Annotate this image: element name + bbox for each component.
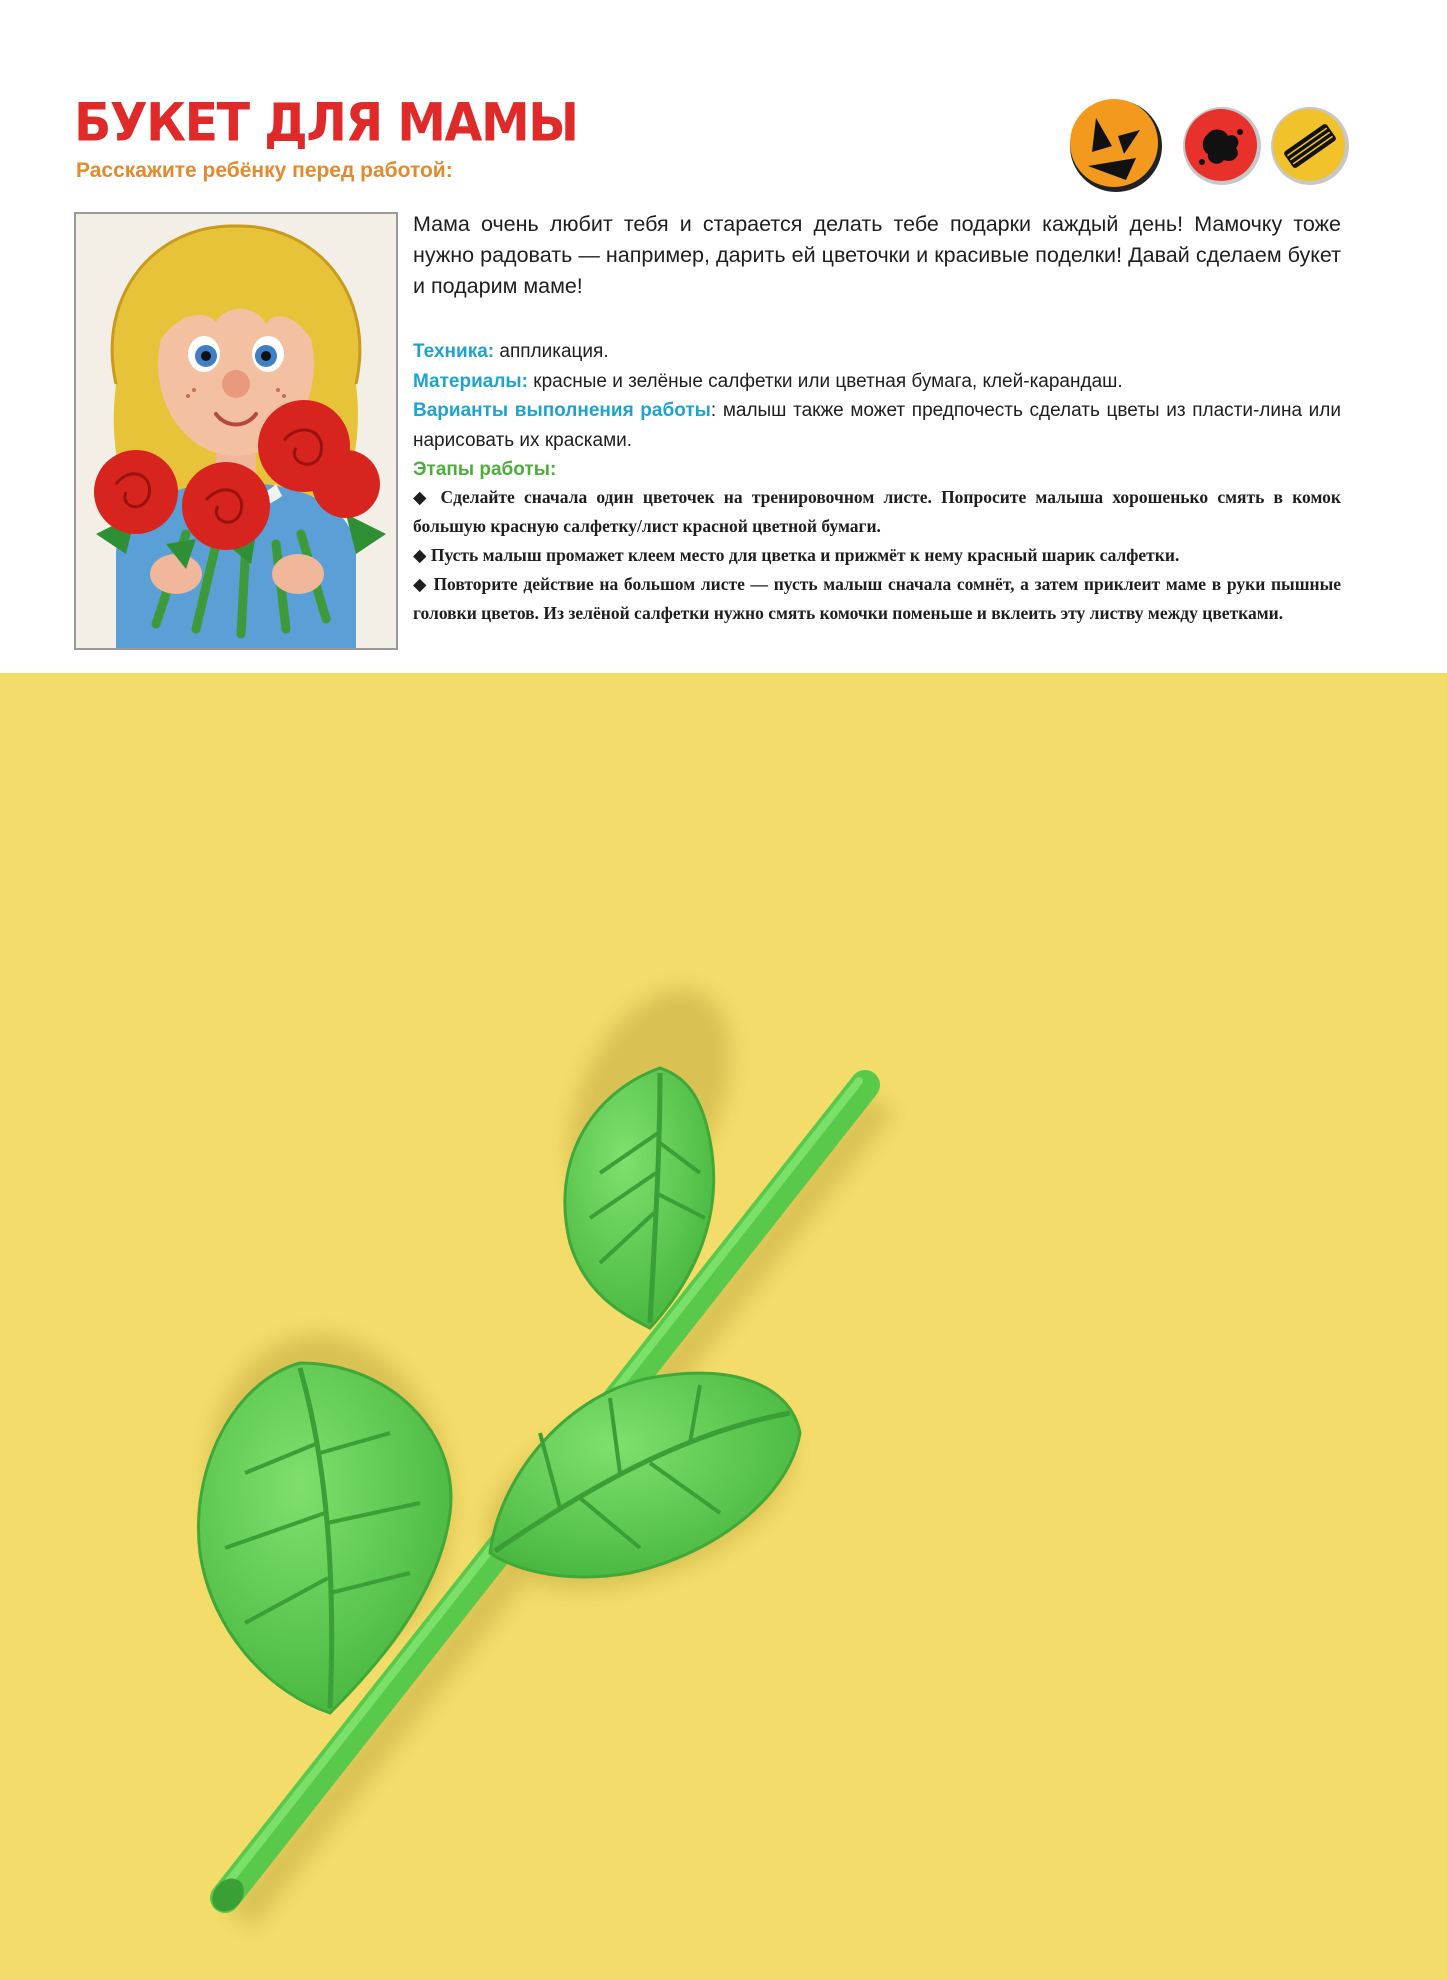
page-subtitle: Расскажите ребёнку перед работой: (76, 159, 453, 182)
applique-icon (1066, 96, 1166, 196)
steps-label: Этапы работы: (413, 459, 557, 480)
craft-example-panel (0, 673, 1447, 1979)
technique-label: Техника: (413, 341, 495, 362)
plasticine-branch-image (0, 673, 1447, 1979)
step-item: ◆ Пусть малыш промажет клеем место для цветка и прижмёт к нему красный шарик салфетки. (413, 545, 1180, 565)
step-item: ◆ Повторите действие на большом листе — пусть малыш сначала сомнёт, а затем приклеит маме в руки пышные головки цветов. Из зелёной салфетки нужно смять комочки поменьше и вклеить эту листву между цветками. (413, 574, 1341, 623)
girl-with-bouquet-image (74, 212, 398, 650)
intro-paragraph: Мама очень любит тебя и старается делать тебе подарки каждый день! Мамочку тоже нужно радовать — например, дарить ей цветочки и красивые поделки! Давай сделаем букет и подарим маме! (413, 212, 1341, 298)
materials-line (413, 367, 1341, 397)
paint-blot-icon (1180, 104, 1264, 188)
technique-icons (1066, 96, 1346, 196)
steps-heading-line (413, 455, 1341, 485)
plasticine-icon (1268, 104, 1352, 188)
step-item: ◆ Сделайте сначала один цветочек на тренировочном листе. Попросите малыша хорошенько смять в комок большую красную салфетку/лист красной цветной бумаги. (413, 487, 1341, 536)
variants-line (413, 396, 1341, 455)
materials-value: красные и зелёные салфетки или цветная бумага, клей-карандаш. (527, 370, 1123, 392)
steps-list (413, 483, 1341, 628)
variants-label: Варианты выполнения работы (413, 400, 711, 421)
technique-value: аппликация. (494, 341, 609, 362)
technique-line (413, 337, 1341, 367)
materials-label: Материалы: (413, 370, 528, 392)
info-block (413, 337, 1341, 485)
page-title: БУКЕТ ДЛЯ МАМЫ (74, 92, 578, 154)
variants-value: : малыш также может предпочесть сделать цветы из пласти-лина или нарисовать их красками. (413, 400, 1341, 451)
